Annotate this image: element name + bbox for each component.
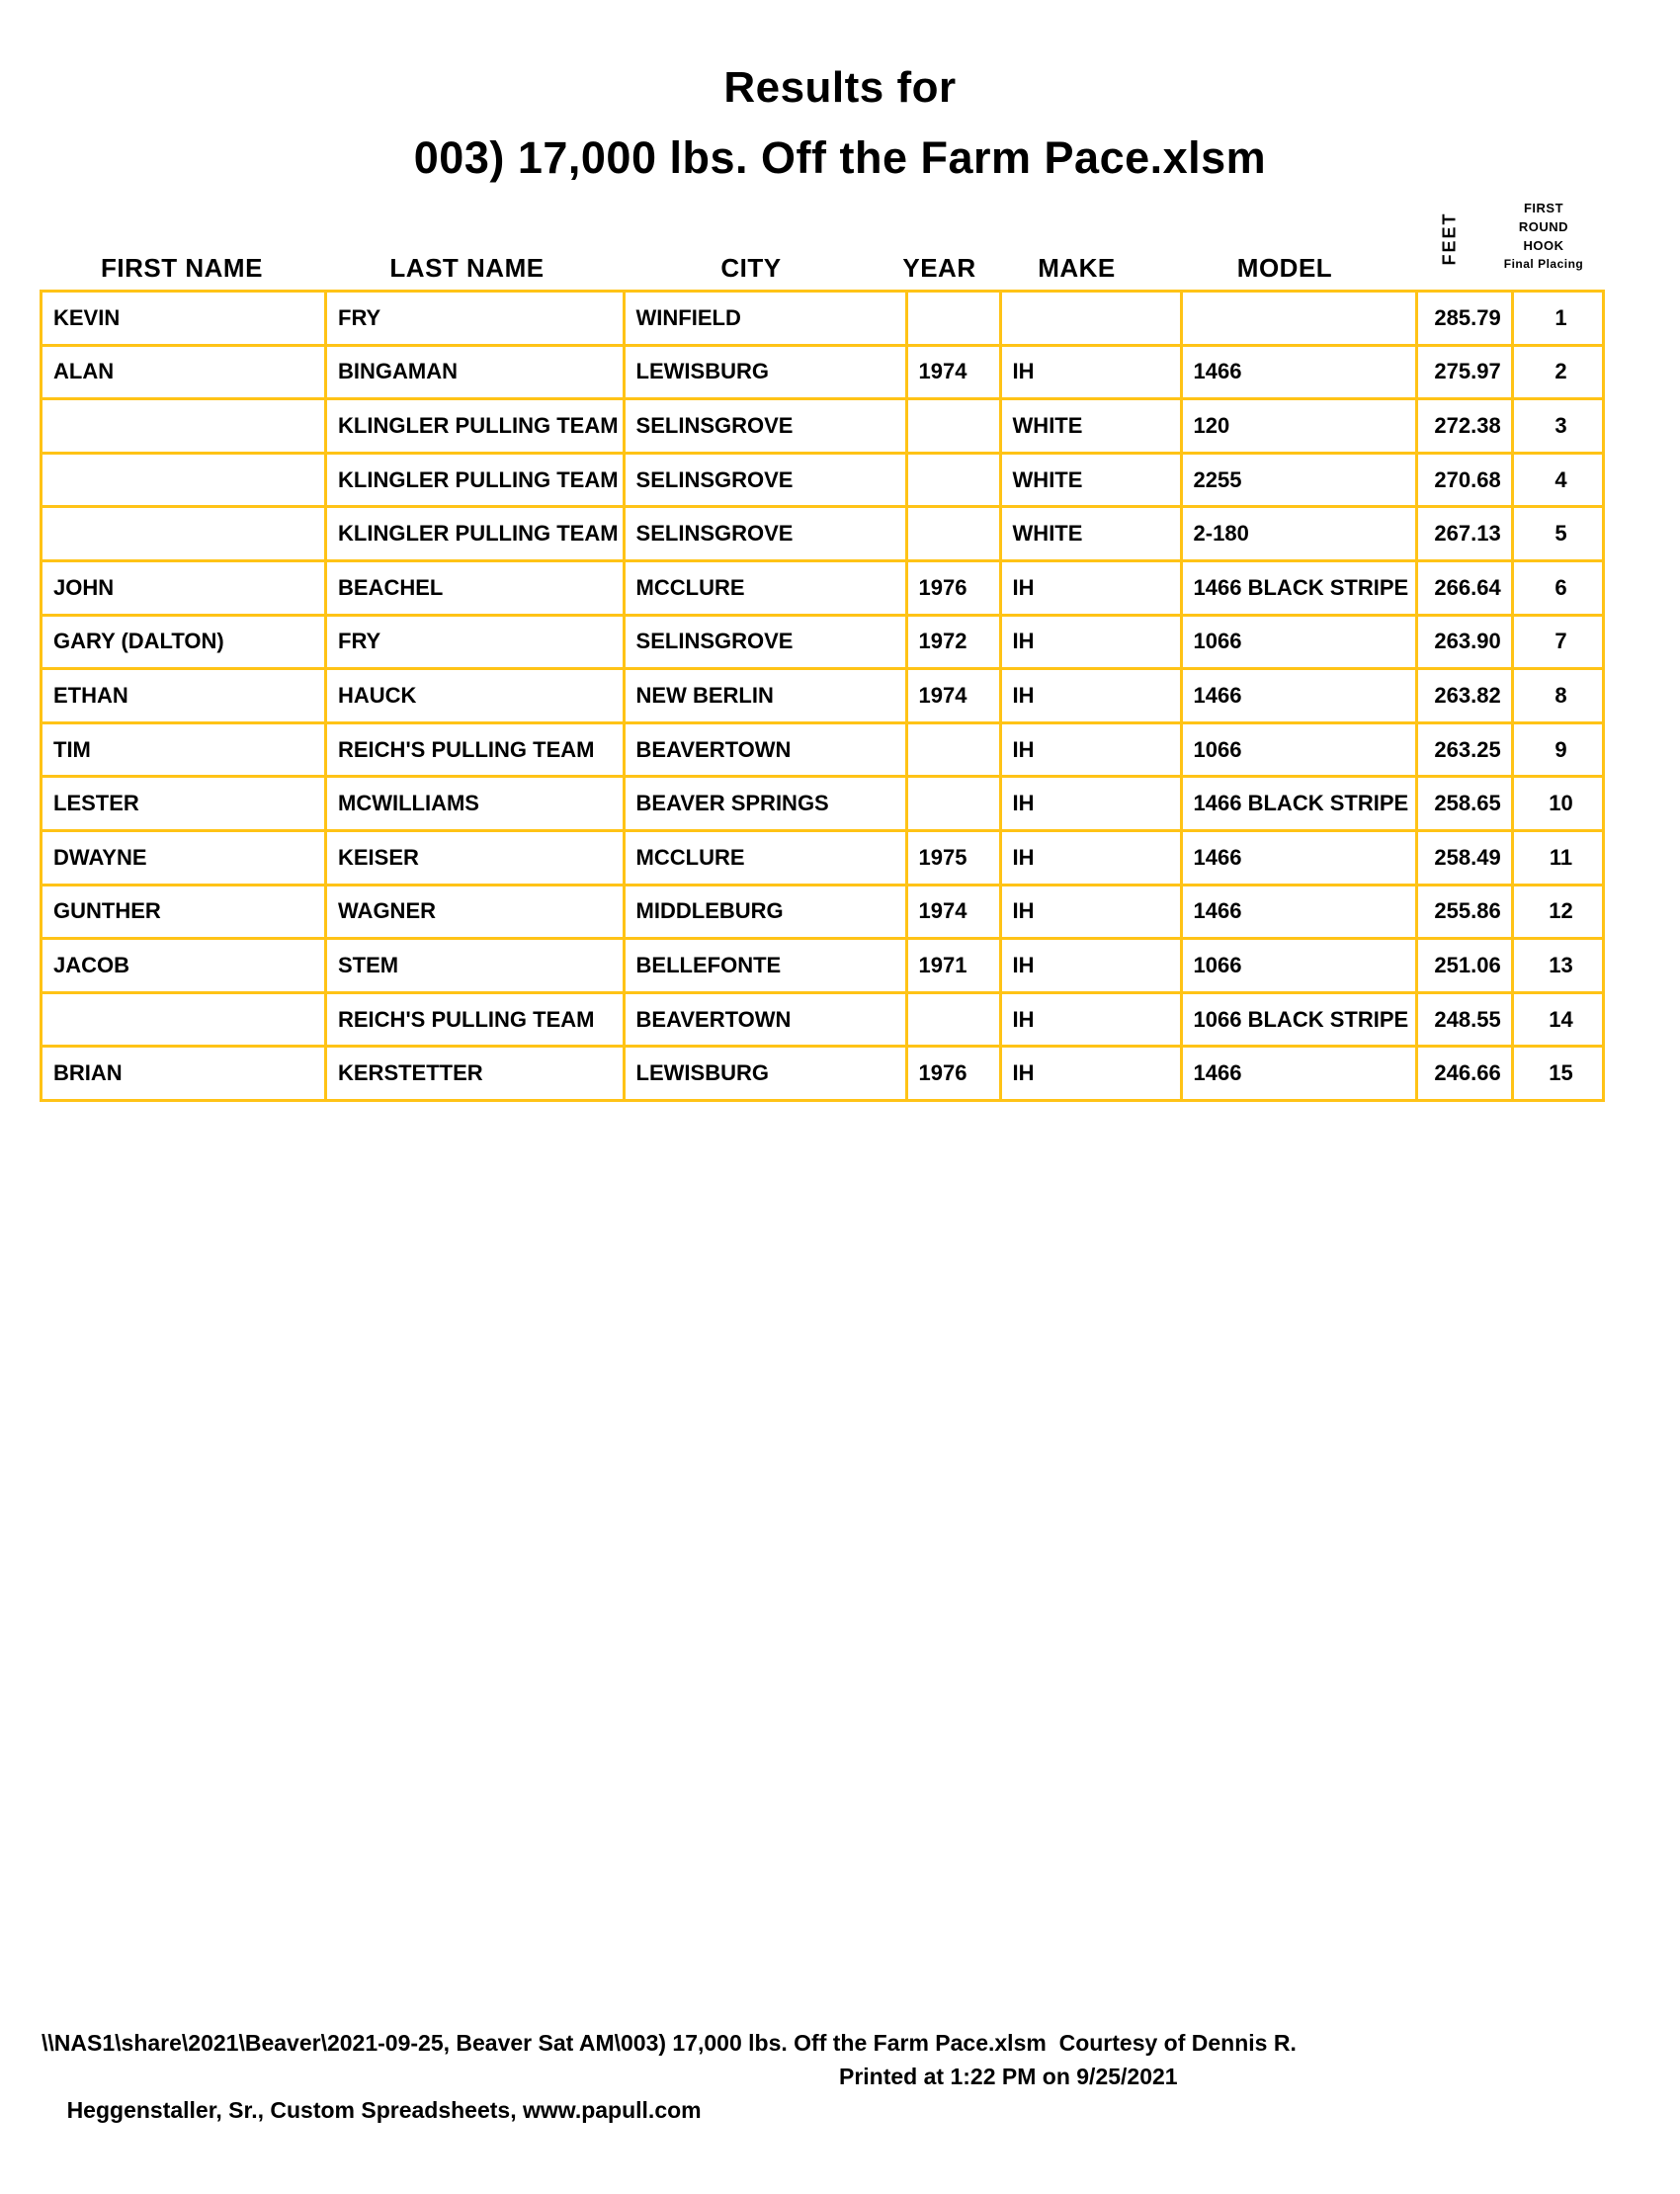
footer-line2 xyxy=(42,2060,1297,2123)
table-row xyxy=(42,1047,1604,1101)
footer-printed-timestamp: Printed at 1:22 PM on 9/25/2021 xyxy=(839,2064,1178,2089)
cell-first-name: ETHAN xyxy=(42,669,326,723)
cell-last-name: REICH'S PULLING TEAM xyxy=(326,992,625,1047)
table-row xyxy=(42,939,1604,993)
cell-first-name xyxy=(42,399,326,454)
cell-city: MIDDLEBURG xyxy=(624,885,906,939)
cell-make: IH xyxy=(1000,939,1181,993)
cell-year: 1974 xyxy=(906,345,1000,399)
cell-last-name: MCWILLIAMS xyxy=(326,777,625,831)
cell-make: IH xyxy=(1000,722,1181,777)
cell-placing: 14 xyxy=(1512,992,1603,1047)
cell-last-name: BEACHEL xyxy=(326,560,625,615)
cell-feet: 258.49 xyxy=(1416,830,1512,885)
cell-year xyxy=(906,399,1000,454)
cell-city: SELINSGROVE xyxy=(624,453,906,507)
cell-feet: 275.97 xyxy=(1416,345,1512,399)
cell-model: 1066 xyxy=(1181,722,1416,777)
cell-model: 1466 BLACK STRIPE xyxy=(1181,777,1416,831)
cell-first-name xyxy=(42,453,326,507)
cell-feet: 255.86 xyxy=(1416,885,1512,939)
cell-placing: 9 xyxy=(1512,722,1603,777)
cell-city: SELINSGROVE xyxy=(624,507,906,561)
cell-first-name: DWAYNE xyxy=(42,830,326,885)
cell-last-name: BINGAMAN xyxy=(326,345,625,399)
cell-year: 1975 xyxy=(906,830,1000,885)
cell-feet: 270.68 xyxy=(1416,453,1512,507)
cell-city: SELINSGROVE xyxy=(624,399,906,454)
cell-feet: 285.79 xyxy=(1416,292,1512,346)
cell-placing: 3 xyxy=(1512,399,1603,454)
cell-last-name: KEISER xyxy=(326,830,625,885)
cell-last-name: HAUCK xyxy=(326,669,625,723)
cell-model: 1466 BLACK STRIPE xyxy=(1181,560,1416,615)
cell-first-name: ALAN xyxy=(42,345,326,399)
cell-city: MCCLURE xyxy=(624,560,906,615)
cell-year xyxy=(906,507,1000,561)
cell-make: WHITE xyxy=(1000,507,1181,561)
table-row xyxy=(42,885,1604,939)
cell-city: WINFIELD xyxy=(624,292,906,346)
header-hook-line2: HOOK xyxy=(1523,238,1564,253)
cell-model: 1066 xyxy=(1181,615,1416,669)
cell-placing: 2 xyxy=(1512,345,1603,399)
cell-feet: 251.06 xyxy=(1416,939,1512,993)
header-feet xyxy=(1402,201,1498,290)
cell-make: WHITE xyxy=(1000,453,1181,507)
results-table xyxy=(40,290,1605,1102)
cell-year: 1972 xyxy=(906,615,1000,669)
cell-model: 1466 xyxy=(1181,830,1416,885)
cell-feet: 246.66 xyxy=(1416,1047,1512,1101)
cell-model: 120 xyxy=(1181,399,1416,454)
cell-year: 1974 xyxy=(906,885,1000,939)
cell-year: 1974 xyxy=(906,669,1000,723)
cell-make: IH xyxy=(1000,992,1181,1047)
header-city: CITY xyxy=(720,253,782,283)
cell-model: 1466 xyxy=(1181,885,1416,939)
table-row xyxy=(42,830,1604,885)
cell-make: IH xyxy=(1000,560,1181,615)
page-title-line1: Results for xyxy=(723,63,957,112)
cell-placing: 1 xyxy=(1512,292,1603,346)
cell-city: BELLEFONTE xyxy=(624,939,906,993)
cell-city: SELINSGROVE xyxy=(624,615,906,669)
cell-year xyxy=(906,777,1000,831)
cell-feet: 263.25 xyxy=(1416,722,1512,777)
header-hook-line3: Final Placing xyxy=(1503,257,1584,271)
cell-last-name: KERSTETTER xyxy=(326,1047,625,1101)
cell-first-name: LESTER xyxy=(42,777,326,831)
cell-year: 1976 xyxy=(906,1047,1000,1101)
table-row xyxy=(42,399,1604,454)
cell-first-name: BRIAN xyxy=(42,1047,326,1101)
table-row xyxy=(42,992,1604,1047)
header-last-name: LAST NAME xyxy=(389,253,545,283)
cell-city: BEAVER SPRINGS xyxy=(624,777,906,831)
cell-feet: 263.82 xyxy=(1416,669,1512,723)
header-year: YEAR xyxy=(902,253,976,283)
cell-first-name: JACOB xyxy=(42,939,326,993)
cell-last-name: KLINGLER PULLING TEAM xyxy=(326,507,625,561)
table-row xyxy=(42,615,1604,669)
table-row xyxy=(42,722,1604,777)
table-row xyxy=(42,669,1604,723)
cell-last-name: KLINGLER PULLING TEAM xyxy=(326,399,625,454)
cell-model xyxy=(1181,292,1416,346)
table-header-row xyxy=(40,201,1589,290)
cell-last-name: FRY xyxy=(326,615,625,669)
cell-year xyxy=(906,453,1000,507)
header-hook-line1: FIRST ROUND xyxy=(1518,201,1569,234)
cell-placing: 11 xyxy=(1512,830,1603,885)
cell-feet: 272.38 xyxy=(1416,399,1512,454)
cell-model: 1066 xyxy=(1181,939,1416,993)
cell-make: IH xyxy=(1000,830,1181,885)
cell-last-name: WAGNER xyxy=(326,885,625,939)
cell-make: IH xyxy=(1000,885,1181,939)
header-final-placing xyxy=(1498,201,1589,290)
cell-first-name xyxy=(42,507,326,561)
cell-year xyxy=(906,722,1000,777)
cell-placing: 7 xyxy=(1512,615,1603,669)
cell-feet: 248.55 xyxy=(1416,992,1512,1047)
table-row xyxy=(42,453,1604,507)
cell-model: 1466 xyxy=(1181,345,1416,399)
cell-placing: 6 xyxy=(1512,560,1603,615)
cell-placing: 5 xyxy=(1512,507,1603,561)
cell-last-name: REICH'S PULLING TEAM xyxy=(326,722,625,777)
cell-make xyxy=(1000,292,1181,346)
table-row xyxy=(42,777,1604,831)
cell-make: IH xyxy=(1000,615,1181,669)
cell-year xyxy=(906,292,1000,346)
page-footer xyxy=(42,2026,1297,2123)
header-make: MAKE xyxy=(1038,253,1116,283)
cell-model: 2255 xyxy=(1181,453,1416,507)
cell-city: BEAVERTOWN xyxy=(624,992,906,1047)
cell-model: 1466 xyxy=(1181,1047,1416,1101)
cell-city: MCCLURE xyxy=(624,830,906,885)
cell-placing: 13 xyxy=(1512,939,1603,993)
header-model: MODEL xyxy=(1236,253,1333,283)
cell-last-name: KLINGLER PULLING TEAM xyxy=(326,453,625,507)
cell-last-name: STEM xyxy=(326,939,625,993)
cell-first-name: TIM xyxy=(42,722,326,777)
cell-city: NEW BERLIN xyxy=(624,669,906,723)
cell-make: IH xyxy=(1000,345,1181,399)
cell-feet: 266.64 xyxy=(1416,560,1512,615)
cell-city: LEWISBURG xyxy=(624,1047,906,1101)
cell-make: IH xyxy=(1000,1047,1181,1101)
cell-make: WHITE xyxy=(1000,399,1181,454)
cell-feet: 263.90 xyxy=(1416,615,1512,669)
cell-feet: 258.65 xyxy=(1416,777,1512,831)
footer-credit: Heggenstaller, Sr., Custom Spreadsheets, www.papull.com xyxy=(66,2097,702,2123)
cell-model: 2-180 xyxy=(1181,507,1416,561)
cell-year: 1971 xyxy=(906,939,1000,993)
cell-year: 1976 xyxy=(906,560,1000,615)
table-row xyxy=(42,560,1604,615)
cell-first-name: JOHN xyxy=(42,560,326,615)
cell-make: IH xyxy=(1000,669,1181,723)
table-row xyxy=(42,292,1604,346)
table-row xyxy=(42,507,1604,561)
cell-city: BEAVERTOWN xyxy=(624,722,906,777)
header-first-name: FIRST NAME xyxy=(101,253,263,283)
cell-placing: 12 xyxy=(1512,885,1603,939)
footer-file-path: \\NAS1\share\2021\Beaver\2021-09-25, Beaver Sat AM\003) 17,000 lbs. Off the Farm Pace.xlsm Courtesy of Dennis R. xyxy=(42,2030,1297,2056)
cell-first-name: GARY (DALTON) xyxy=(42,615,326,669)
cell-last-name: FRY xyxy=(326,292,625,346)
cell-model: 1066 BLACK STRIPE xyxy=(1181,992,1416,1047)
cell-placing: 8 xyxy=(1512,669,1603,723)
cell-feet: 267.13 xyxy=(1416,507,1512,561)
cell-first-name: KEVIN xyxy=(42,292,326,346)
cell-city: LEWISBURG xyxy=(624,345,906,399)
cell-first-name xyxy=(42,992,326,1047)
cell-make: IH xyxy=(1000,777,1181,831)
cell-year xyxy=(906,992,1000,1047)
cell-first-name: GUNTHER xyxy=(42,885,326,939)
cell-model: 1466 xyxy=(1181,669,1416,723)
feet-rotated-label: FEET xyxy=(1439,211,1460,266)
page-title-line2: 003) 17,000 lbs. Off the Farm Pace.xlsm xyxy=(413,132,1267,183)
cell-placing: 4 xyxy=(1512,453,1603,507)
cell-placing: 10 xyxy=(1512,777,1603,831)
table-row xyxy=(42,345,1604,399)
cell-placing: 15 xyxy=(1512,1047,1603,1101)
